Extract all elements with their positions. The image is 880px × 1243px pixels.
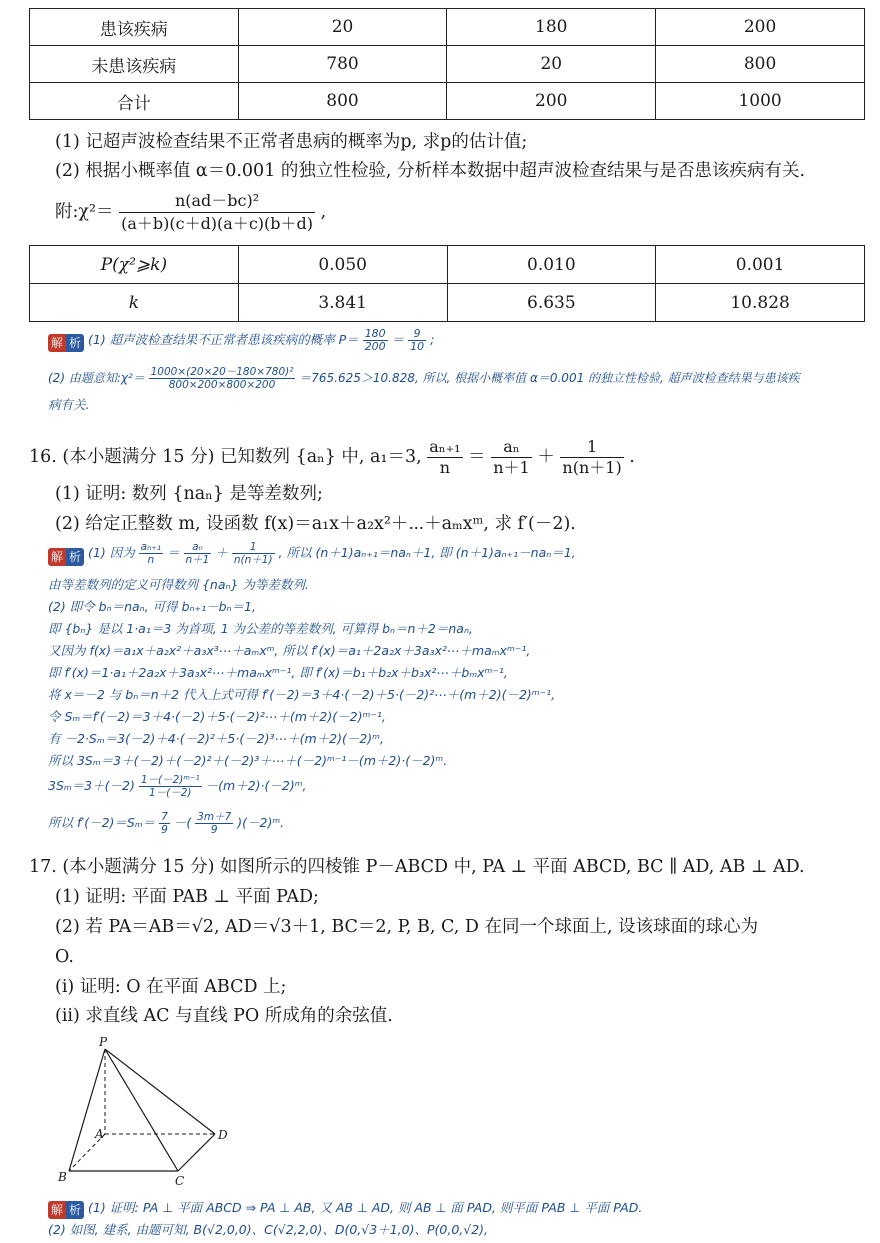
stem-fraction — [491, 437, 532, 478]
denominator: n — [439, 458, 451, 477]
equals: ＝ — [468, 447, 486, 467]
sol-text: , 所以 (n＋1)aₙ₊₁＝naₙ＋1, 即 (n＋1)aₙ₊₁－naₙ＝1, — [278, 545, 576, 560]
sol-text: ＝765.625＞10.828, 所以, 根据小概率值 α＝0.001 的独立性检验, 超声波检查结果与患该疾 — [299, 371, 800, 385]
edge-cd — [178, 1134, 215, 1171]
q17-part-ii: (ii) 求直线 AC 与直线 PO 所成角的余弦值. — [55, 1006, 393, 1026]
sol-text: －( — [173, 815, 192, 830]
stem-text: 16. (本小题满分 15 分) 已知数列 {aₙ} 中, a₁＝3, — [29, 447, 422, 467]
numerator: 1 — [560, 437, 623, 458]
sol-fraction — [195, 811, 233, 836]
formula-denominator: (a＋b)(c＋d)(a＋c)(b＋d) — [121, 214, 314, 233]
sol17-line1: (1) 证明: PA ⊥ 平面 ABCD ⇒ PA ⊥ AB, 又 AB ⊥ AD, 则 AB ⊥ 面 PAD, 则平面 PAB ⊥ 平面 PAD. — [88, 1200, 643, 1215]
numerator: 9 — [408, 328, 426, 341]
table-cell: 180 — [447, 9, 656, 46]
badge-left: 解 — [48, 334, 66, 352]
sol-text: )(－2)ᵐ. — [237, 815, 285, 830]
badge-right: 析 — [66, 1201, 84, 1219]
formula-fraction — [119, 190, 315, 235]
table-cell: 0.050 — [238, 246, 447, 284]
denominator: 200 — [364, 340, 386, 353]
badge-left: 解 — [48, 548, 66, 566]
label-d: D — [218, 1128, 228, 1142]
numerator: 3m＋7 — [197, 811, 232, 823]
stem-fraction — [560, 437, 623, 478]
solution-badge-icon — [48, 1199, 84, 1219]
stem-fraction — [427, 437, 462, 478]
table-cell: 200 — [447, 83, 656, 120]
sol-end: ; — [430, 332, 435, 347]
data-table-1 — [29, 8, 865, 120]
equals: ＝ — [167, 545, 180, 560]
q17-part2: (2) 若 PA＝AB＝√2, AD＝√3＋1, BC＝2, P, B, C, D 在同一个球面上, 设该球面的球心为 — [55, 917, 759, 937]
denominator: 9 — [210, 824, 218, 836]
sol-fraction — [363, 328, 388, 353]
q17-stem: 17. (本小题满分 15 分) 如图所示的四棱锥 P－ABCD 中, PA ⊥ 平面 ABCD, BC ∥ AD, AB ⊥ AD. — [29, 857, 805, 877]
sol16-line7: 将 x＝－2 与 bₙ＝n＋2 代入上式可得 f′(－2)＝3＋4·(－2)＋5·(－2)²⋯＋(m＋2)(－2)ᵐ⁻¹, — [48, 687, 556, 702]
equals: ＝ — [391, 332, 405, 347]
sol15-line2 — [48, 366, 800, 391]
table-cell: 10.828 — [656, 284, 865, 322]
formula-suffix: , — [320, 202, 327, 222]
q17-part-i: (i) 证明: O 在平面 ABCD 上; — [55, 977, 287, 997]
table-cell: 3.841 — [238, 284, 447, 322]
numerator: 180 — [364, 327, 386, 340]
table-cell: k — [30, 284, 239, 322]
q17-part2-cont: O. — [55, 947, 74, 967]
denominator: 10 — [410, 340, 425, 353]
solution-badge-icon — [48, 332, 84, 352]
q16-stem — [29, 437, 635, 478]
sol-fraction — [232, 541, 275, 566]
sol17-line2: (2) 如图, 建系, 由题可知, B(√2,0,0)、C(√2,2,0)、D(0,√3＋1,0)、P(0,0,√2), — [48, 1222, 489, 1237]
label-p: P — [99, 1035, 108, 1049]
sol16-line10: 所以 3Sₘ＝3＋(－2)＋(－2)²＋(－2)³＋⋯＋(－2)ᵐ⁻¹－(m＋2)·(－2)ᵐ. — [48, 753, 448, 768]
denominator: 1－(－2) — [148, 787, 192, 799]
numerator: 7 — [161, 811, 168, 823]
badge-right: 析 — [66, 334, 84, 352]
critical-value-table — [29, 245, 865, 322]
numerator: 1 — [232, 541, 275, 554]
formula-prefix: 附:χ²＝ — [55, 202, 114, 222]
table-cell: 6.635 — [447, 284, 656, 322]
numerator: aₙ₊₁ — [140, 541, 162, 553]
table-cell: 患该疾病 — [30, 9, 239, 46]
sol-fraction — [149, 366, 296, 391]
denominator: n＋1 — [185, 554, 210, 566]
table-cell: 20 — [447, 46, 656, 83]
table-cell: 780 — [238, 46, 447, 83]
table-cell: 800 — [656, 46, 865, 83]
sol-text: (1) 因为 — [88, 545, 135, 560]
table-cell: 0.001 — [656, 246, 865, 284]
sol-text: 所以 f′(－2)＝Sₘ＝ — [48, 815, 156, 830]
edge-pc — [105, 1049, 178, 1171]
q16-part1: (1) 证明: 数列 {naₙ} 是等差数列; — [55, 484, 323, 504]
label-c: C — [175, 1174, 185, 1185]
q15-part2: (2) 根据小概率值 α＝0.001 的独立性检验, 分析样本数据中超声波检查结果与是否患该疾病有关. — [55, 161, 806, 181]
denominator: 800×200×800×200 — [168, 379, 276, 391]
sol-fraction — [139, 541, 163, 566]
table-cell: 20 — [238, 9, 447, 46]
sol-fraction — [184, 541, 212, 566]
sol-fraction — [159, 811, 170, 836]
sol16-line3: (2) 即令 bₙ＝naₙ, 可得 bₙ₊₁－bₙ＝1, — [48, 599, 256, 614]
sol16-line8: 令 Sₘ＝f′(－2)＝3＋4·(－2)＋5·(－2)²⋯＋(m＋2)(－2)ᵐ⁻¹, — [48, 709, 386, 724]
sol15-line3: 病有关. — [48, 397, 90, 412]
table-cell: P(χ²⩾k) — [30, 246, 239, 284]
denominator: n(n＋1) — [562, 458, 622, 477]
denominator: n(n＋1) — [233, 554, 273, 566]
q15-formula — [55, 190, 326, 235]
sol16-line1 — [88, 541, 576, 566]
label-b: B — [58, 1170, 67, 1184]
badge-right: 析 — [66, 548, 84, 566]
numerator: 1000×(20×20－180×780)² — [150, 366, 294, 378]
pyramid-figure — [50, 1035, 250, 1185]
sol-text: (1) 超声波检查结果不正常者患该疾病的概率 P＝ — [88, 332, 359, 347]
sol16-line9: 有 －2·Sₘ＝3(－2)＋4·(－2)²＋5·(－2)³⋯＋(m＋2)(－2)ᵐ, — [48, 731, 384, 746]
numerator: aₙ₊₁ — [429, 437, 461, 456]
sol-fraction — [139, 774, 202, 799]
numerator: 1－(－2)ᵐ⁻¹ — [140, 774, 200, 786]
table-cell: 0.010 — [447, 246, 656, 284]
edge-pb — [69, 1049, 105, 1171]
plus: ＋ — [215, 545, 228, 560]
plus: ＋ — [537, 447, 555, 467]
sol16-line11 — [48, 774, 307, 799]
table-cell: 未患该疾病 — [30, 46, 239, 83]
sol16-line4: 即 {bₙ} 是以 1·a₁＝3 为首项, 1 为公差的等差数列, 可算得 bₙ＝n＋2＝naₙ, — [48, 621, 473, 636]
q17-part1: (1) 证明: 平面 PAB ⊥ 平面 PAD; — [55, 887, 319, 907]
badge-left: 解 — [48, 1201, 66, 1219]
sol-text: (2) 由题意知:χ²＝ — [48, 371, 145, 385]
denominator: n＋1 — [493, 458, 530, 477]
sol16-line5: 又因为 f(x)＝a₁x＋a₂x²＋a₃x³⋯＋aₘxᵐ, 所以 f′(x)＝a₁＋2a₂x＋3a₃x²⋯＋maₘxᵐ⁻¹, — [48, 643, 531, 658]
sol16-line6: 即 f′(x)＝1·a₁＋2a₂x＋3a₃x²⋯＋maₘxᵐ⁻¹, 即 f′(x)＝b₁＋b₂x＋b₃x²⋯＋bₘxᵐ⁻¹, — [48, 665, 508, 680]
sol15-line1 — [88, 328, 434, 353]
sol-text: 3Sₘ＝3＋(－2) — [48, 778, 135, 793]
solution-badge-icon — [48, 546, 84, 566]
q15-part1: (1) 记超声波检查结果不正常者患病的概率为p, 求p的估计值; — [55, 132, 528, 152]
sol16-line12 — [48, 811, 284, 836]
table-cell: 1000 — [656, 83, 865, 120]
numerator: aₙ — [184, 541, 212, 554]
sol16-line2: 由等差数列的定义可得数列 {naₙ} 为等差数列. — [48, 577, 309, 592]
stem-end: . — [629, 447, 635, 467]
q16-part2: (2) 给定正整数 m, 设函数 f(x)＝a₁x＋a₂x²＋⋯＋aₘxᵐ, 求 f′(－2). — [55, 514, 576, 534]
numerator: aₙ — [491, 437, 532, 458]
sol-fraction — [408, 328, 426, 353]
table-cell: 800 — [238, 83, 447, 120]
sol-text: －(m＋2)·(－2)ᵐ, — [205, 778, 307, 793]
label-a: A — [95, 1127, 104, 1141]
edge-pd — [105, 1049, 215, 1134]
table-cell: 200 — [656, 9, 865, 46]
table-cell: 合计 — [30, 83, 239, 120]
denominator: n — [147, 554, 155, 566]
formula-numerator: n(ad－bc)² — [119, 190, 315, 213]
denominator: 9 — [161, 824, 168, 836]
